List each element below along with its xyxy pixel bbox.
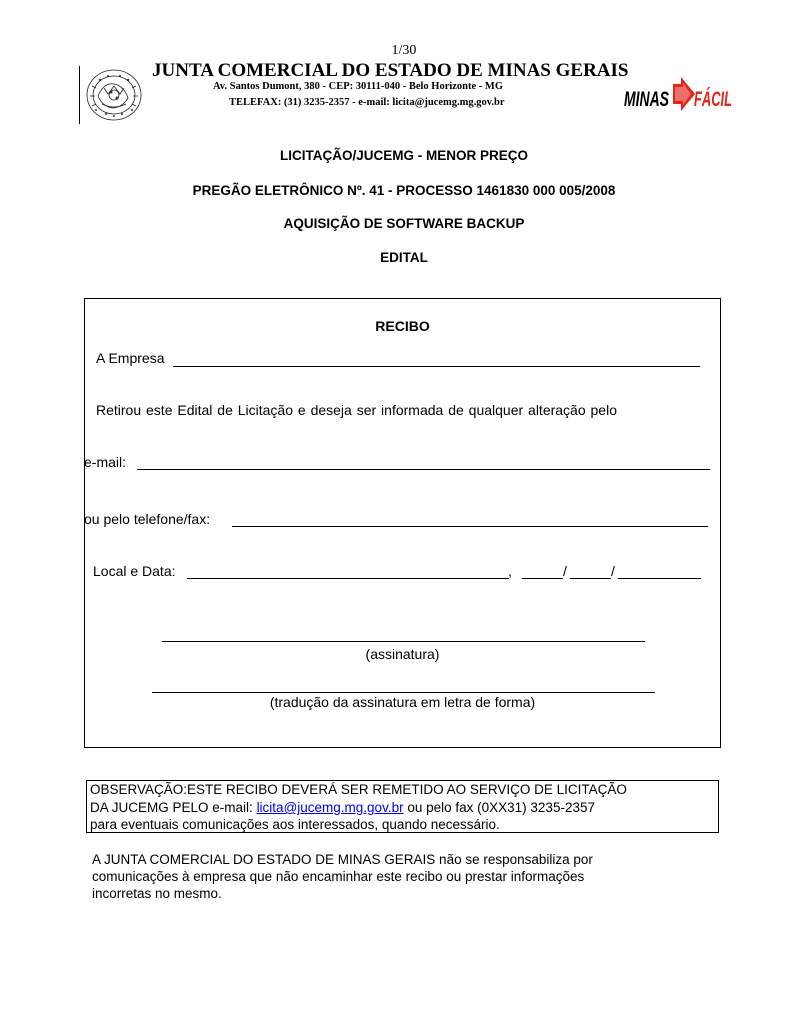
signature-caption: (assinatura) xyxy=(365,646,440,662)
day-blank-line[interactable] xyxy=(522,578,563,579)
disclaimer-line-1: A JUNTA COMERCIAL DO ESTADO DE MINAS GERAIS não se responsabiliza por xyxy=(92,852,593,867)
observation-line-1: OBSERVAÇÃO:ESTE RECIBO DEVERÁ SER REMETIDO AO SERVIÇO DE LICITAÇÃO xyxy=(90,782,627,797)
organization-address: Av. Santos Dumont, 380 - CEP: 30111-040 - Belo Horizonte - MG xyxy=(213,81,504,92)
empresa-label: A Empresa xyxy=(96,350,165,366)
observation-line-2 xyxy=(90,800,595,815)
translation-signature-line[interactable] xyxy=(152,692,655,693)
heading-pregao: PREGÃO ELETRÔNICO Nº. 41 - PROCESSO 1461830 000 005/2008 xyxy=(192,183,616,198)
date-separator-1: / xyxy=(563,563,567,579)
observation-line-2-prefix: DA JUCEMG PELO e-mail: xyxy=(90,800,253,815)
signature-line[interactable] xyxy=(162,641,645,642)
email-link[interactable]: licita@jucemg.mg.gov.br xyxy=(256,800,404,815)
translation-caption: (tradução da assinatura em letra de forma) xyxy=(269,694,536,710)
disclaimer-line-3: incorretas no mesmo. xyxy=(92,886,222,901)
logo-right-text: FÁCIL xyxy=(694,88,732,111)
date-comma: , xyxy=(508,563,512,579)
month-blank-line[interactable] xyxy=(570,578,611,579)
local-date-label: Local e Data: xyxy=(93,563,176,579)
email-blank-line[interactable] xyxy=(137,469,710,470)
minas-facil-logo xyxy=(623,72,733,116)
email-label: e-mail: xyxy=(84,454,127,470)
coat-of-arms-seal-icon xyxy=(78,66,146,124)
heading-edital: EDITAL xyxy=(380,250,428,265)
empresa-blank-line[interactable] xyxy=(173,366,700,367)
date-separator-2: / xyxy=(611,563,615,579)
logo-left-text: MINAS xyxy=(624,88,669,111)
observation-line-2-suffix: ou pelo fax (0XX31) 3235-2357 xyxy=(407,800,595,815)
observation-line-3: para eventuais comunicações aos interessados, quando necessário. xyxy=(90,817,500,832)
seal-divider xyxy=(79,66,80,124)
organization-contact: TELEFAX: (31) 3235-2357 - e-mail: licita@jucemg.mg.gov.br xyxy=(229,97,505,108)
recibo-title: RECIBO xyxy=(375,318,430,334)
heading-licitacao: LICITAÇÃO/JUCEMG - MENOR PREÇO xyxy=(279,148,528,163)
local-blank-line[interactable] xyxy=(187,578,509,579)
phone-blank-line[interactable] xyxy=(232,526,708,527)
phone-label: ou pelo telefone/fax: xyxy=(84,511,211,527)
heading-aquisicao: AQUISIÇÃO DE SOFTWARE BACKUP xyxy=(283,216,525,231)
disclaimer-line-2: comunicações à empresa que não encaminhar este recibo ou prestar informações xyxy=(92,869,585,884)
recibo-statement: Retirou este Edital de Licitação e deseja ser informada de qualquer alteração pelo xyxy=(96,402,617,418)
year-blank-line[interactable] xyxy=(618,578,701,579)
page-number: 1/30 xyxy=(391,43,417,58)
organization-title: JUNTA COMERCIAL DO ESTADO DE MINAS GERAIS xyxy=(152,60,629,81)
